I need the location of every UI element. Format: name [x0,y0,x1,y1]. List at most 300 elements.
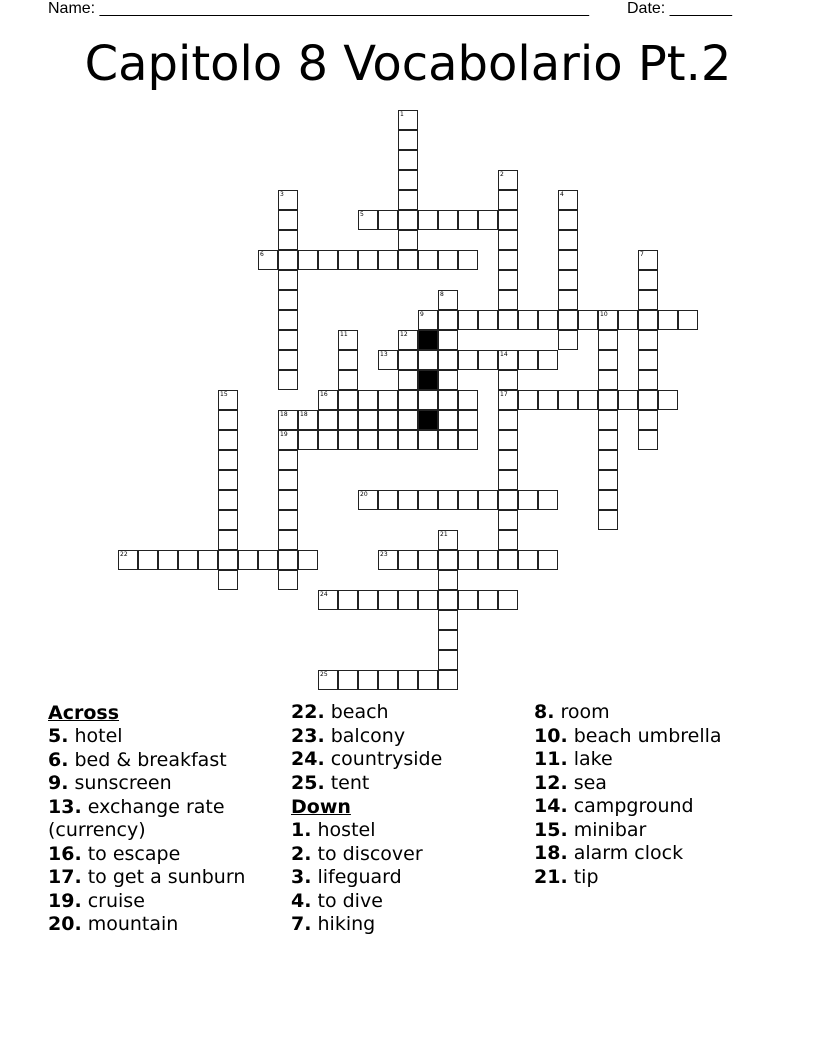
grid-cell[interactable] [618,390,638,410]
grid-cell[interactable] [218,390,238,410]
clue-item [291,701,442,725]
grid-cell[interactable] [478,210,498,230]
grid-cell[interactable] [338,410,358,430]
grid-cell[interactable] [438,570,458,590]
clue-number: 16 [320,391,328,398]
clue-text: (currency) [48,819,146,841]
grid-cell[interactable] [558,390,578,410]
clue-item [291,748,442,772]
grid-cell[interactable] [598,430,618,450]
grid-cell[interactable] [398,130,418,150]
grid-cell[interactable] [218,570,238,590]
clue-number: 12 [400,331,408,338]
clue-text: countryside [330,748,443,770]
grid-cell[interactable] [338,390,358,410]
grid-cell[interactable] [498,530,518,550]
clue-column-3 [534,701,722,889]
grid-cell[interactable] [358,670,378,690]
grid-cell[interactable] [358,250,378,270]
clue-number: 10 [600,311,608,318]
grid-cell[interactable] [538,550,558,570]
grid-cell[interactable] [338,590,358,610]
clue-number: 21 [440,531,448,538]
grid-cell[interactable] [438,410,458,430]
grid-cell[interactable] [318,390,338,410]
grid-cell[interactable] [498,270,518,290]
grid-cell[interactable] [318,670,338,690]
grid-cell[interactable] [318,590,338,610]
clue-item [534,701,722,725]
grid-cell[interactable] [418,390,438,410]
clue-item [291,819,442,843]
grid-cell[interactable] [138,550,158,570]
grid-cell[interactable] [178,550,198,570]
grid-cell[interactable] [598,470,618,490]
grid-cell[interactable] [438,670,458,690]
grid-cell[interactable] [398,390,418,410]
clue-item [534,866,722,890]
grid-cell[interactable] [278,190,298,210]
grid-cell[interactable] [498,210,518,230]
grid-cell[interactable] [558,310,578,330]
grid-cell[interactable] [578,310,598,330]
grid-cell[interactable] [558,290,578,310]
grid-cell[interactable] [638,310,658,330]
clue-number-label: 13. [48,795,82,818]
grid-cell[interactable] [498,470,518,490]
grid-cell[interactable] [638,430,658,450]
clue-number: 1 [400,111,404,118]
grid-cell[interactable] [518,390,538,410]
grid-cell[interactable] [638,410,658,430]
grid-cell[interactable] [478,550,498,570]
grid-cell[interactable] [518,310,538,330]
grid-cell[interactable] [358,390,378,410]
clue-number-label: 10. [534,724,568,747]
across-heading: Across [48,702,120,724]
clue-text: room [560,701,610,723]
grid-cell[interactable] [318,410,338,430]
clue-text: to escape [87,842,181,865]
grid-cell[interactable] [278,250,298,270]
clue-number-label: 22. [291,701,325,723]
grid-cell[interactable] [338,250,358,270]
grid-cell[interactable] [378,670,398,690]
down-heading: Down [291,796,351,818]
grid-cell[interactable] [338,330,358,350]
grid-cell[interactable] [398,430,418,450]
grid-cell[interactable] [498,450,518,470]
grid-cell[interactable] [618,310,638,330]
grid-cell[interactable] [378,390,398,410]
clue-number: 25 [320,671,328,678]
grid-cell[interactable] [558,330,578,350]
grid-cell[interactable] [538,350,558,370]
grid-cell[interactable] [338,350,358,370]
grid-cell[interactable] [498,510,518,530]
grid-cell[interactable] [118,550,138,570]
grid-cell[interactable] [278,510,298,530]
grid-cell[interactable] [558,270,578,290]
grid-cell[interactable] [418,670,438,690]
grid-cell[interactable] [518,550,538,570]
clue-number-label: 6. [48,748,69,771]
clue-text: hotel [74,725,123,747]
clue-number: 23 [380,551,388,558]
grid-cell[interactable] [598,490,618,510]
clue-number-label: 2. [291,842,312,865]
grid-cell[interactable] [278,450,298,470]
grid-cell[interactable] [458,210,478,230]
grid-cell[interactable] [218,510,238,530]
clue-text: mountain [87,913,179,935]
grid-cell[interactable] [498,550,518,570]
grid-cell[interactable] [218,550,238,570]
grid-cell[interactable] [558,230,578,250]
grid-cell[interactable] [498,230,518,250]
grid-cell[interactable] [378,430,398,450]
grid-cell[interactable] [598,350,618,370]
grid-cell[interactable] [398,410,418,430]
grid-cell[interactable] [638,290,658,310]
grid-cell[interactable] [418,590,438,610]
clue-number: 19 [280,431,288,438]
grid-cell[interactable] [418,430,438,450]
clue-number-label: 3. [291,866,312,888]
grid-cell[interactable] [458,390,478,410]
grid-cell[interactable] [638,370,658,390]
grid-cell[interactable] [398,150,418,170]
clue-number: 2 [500,171,504,178]
grid-cell[interactable] [478,490,498,510]
black-cell [418,370,438,390]
clue-text: minibar [573,818,647,841]
grid-cell[interactable] [538,390,558,410]
clue-number: 18 [300,411,308,418]
grid-cell[interactable] [458,430,478,450]
grid-cell[interactable] [398,110,418,130]
clue-item [534,819,722,843]
grid-cell[interactable] [298,410,318,430]
clue-item [48,819,245,843]
grid-cell[interactable] [458,250,478,270]
clue-item [534,842,722,866]
clue-text: hostel [317,819,376,841]
grid-cell[interactable] [638,350,658,370]
grid-cell[interactable] [638,330,658,350]
grid-cell[interactable] [218,410,238,430]
clue-number: 13 [380,351,388,358]
clue-item [534,795,722,819]
grid-cell[interactable] [278,430,298,450]
grid-cell[interactable] [358,430,378,450]
grid-cell[interactable] [458,490,478,510]
grid-cell[interactable] [318,430,338,450]
grid-cell[interactable] [478,590,498,610]
grid-cell[interactable] [578,390,598,410]
clue-number-label: 24. [291,748,325,770]
grid-cell[interactable] [598,510,618,530]
grid-cell[interactable] [638,270,658,290]
clue-item [48,843,245,867]
grid-cell[interactable] [598,330,618,350]
grid-cell[interactable] [338,370,358,390]
clue-number-label: 4. [291,889,312,912]
grid-cell[interactable] [338,670,358,690]
grid-cell[interactable] [218,450,238,470]
clue-number-label: 21. [534,865,568,888]
clue-number: 8 [440,291,444,298]
grid-cell[interactable] [278,290,298,310]
grid-cell[interactable] [358,590,378,610]
grid-cell[interactable] [298,550,318,570]
clue-number: 24 [320,591,328,598]
grid-cell[interactable] [398,330,418,350]
clue-number-label: 16. [48,842,82,865]
grid-cell[interactable] [638,390,658,410]
clue-number-label: 7. [291,913,312,935]
grid-cell[interactable] [198,550,218,570]
grid-cell[interactable] [458,590,478,610]
clue-number: 17 [500,391,508,398]
clue-number-label: 20. [48,913,82,935]
grid-cell[interactable] [318,250,338,270]
grid-cell[interactable] [398,250,418,270]
grid-cell[interactable] [598,410,618,430]
grid-cell[interactable] [438,310,458,330]
grid-cell[interactable] [598,310,618,330]
clue-column-1 [48,701,245,937]
grid-cell[interactable] [278,370,298,390]
grid-cell[interactable] [398,490,418,510]
black-cell [418,410,438,430]
grid-cell[interactable] [498,250,518,270]
clue-number-label: 19. [48,889,82,912]
grid-cell[interactable] [378,490,398,510]
grid-cell[interactable] [218,470,238,490]
grid-cell[interactable] [438,530,458,550]
grid-cell[interactable] [498,170,518,190]
clue-number: 11 [340,331,348,338]
grid-cell[interactable] [258,250,278,270]
clue-text: balcony [330,724,406,747]
clue-number: 15 [220,391,228,398]
grid-cell[interactable] [638,250,658,270]
grid-cell[interactable] [558,210,578,230]
clue-number: 6 [260,251,264,258]
grid-cell[interactable] [438,430,458,450]
clue-text: alarm clock [573,842,684,864]
grid-cell[interactable] [498,370,518,390]
grid-cell[interactable] [598,390,618,410]
grid-cell[interactable] [498,190,518,210]
grid-cell[interactable] [598,370,618,390]
clue-item [48,796,245,820]
clue-text: beach [330,701,389,723]
grid-cell[interactable] [418,250,438,270]
grid-cell[interactable] [418,210,438,230]
grid-cell[interactable] [498,410,518,430]
clue-number: 20 [360,491,368,498]
grid-cell[interactable] [418,490,438,510]
grid-cell[interactable] [278,330,298,350]
grid-cell[interactable] [278,210,298,230]
clue-number-label: 5. [48,725,69,747]
grid-cell[interactable] [498,290,518,310]
grid-cell[interactable] [458,550,478,570]
grid-cell[interactable] [278,470,298,490]
grid-cell[interactable] [438,290,458,310]
grid-cell[interactable] [598,450,618,470]
grid-cell[interactable] [538,490,558,510]
clue-number: 22 [120,551,128,558]
date-field-label[interactable]: Date: _______ [627,0,732,17]
grid-cell[interactable] [438,330,458,350]
grid-cell[interactable] [478,350,498,370]
grid-cell[interactable] [338,430,358,450]
clue-item [291,843,442,867]
grid-cell[interactable] [278,410,298,430]
grid-cell[interactable] [358,410,378,430]
grid-cell[interactable] [398,350,418,370]
clue-number-label: 25. [291,771,325,794]
grid-cell[interactable] [658,390,678,410]
grid-cell[interactable] [398,190,418,210]
clue-item [534,748,722,772]
grid-cell[interactable] [418,350,438,370]
grid-cell[interactable] [458,350,478,370]
grid-cell[interactable] [378,350,398,370]
grid-cell[interactable] [418,310,438,330]
clue-number-label: 23. [291,724,325,747]
grid-cell[interactable] [378,210,398,230]
grid-cell[interactable] [378,550,398,570]
clue-text: sea [573,771,607,794]
grid-cell[interactable] [278,570,298,590]
grid-cell[interactable] [678,310,698,330]
clue-number-label: 8. [534,701,555,723]
clue-item [291,866,442,890]
clue-text: to get a sunburn [87,866,246,888]
grid-cell[interactable] [158,550,178,570]
grid-cell[interactable] [438,550,458,570]
clue-item [48,866,245,890]
grid-cell[interactable] [398,670,418,690]
grid-cell[interactable] [278,230,298,250]
grid-cell[interactable] [418,550,438,570]
grid-cell[interactable] [218,530,238,550]
clue-text: campground [573,795,694,817]
grid-cell[interactable] [278,310,298,330]
page-title: Capitolo 8 Vocabolario Pt.2 [84,36,732,92]
grid-cell[interactable] [278,490,298,510]
clue-number-label: 9. [48,772,69,794]
clue-text: tent [330,771,370,794]
grid-cell[interactable] [518,350,538,370]
grid-cell[interactable] [278,550,298,570]
clue-number-label: 12. [534,771,568,794]
clue-item [291,772,442,796]
grid-cell[interactable] [278,530,298,550]
grid-cell[interactable] [558,190,578,210]
clue-text: to discover [317,842,423,865]
clue-item [534,725,722,749]
grid-cell[interactable] [438,210,458,230]
grid-cell[interactable] [398,210,418,230]
clue-text: lake [573,748,613,770]
grid-cell[interactable] [498,390,518,410]
grid-cell[interactable] [398,370,418,390]
grid-cell[interactable] [218,430,238,450]
clue-number-label: 17. [48,866,82,888]
name-field-label[interactable]: Name: _______________________________________________________ [48,0,589,17]
grid-cell[interactable] [438,610,458,630]
grid-cell[interactable] [358,210,378,230]
grid-cell[interactable] [438,370,458,390]
grid-cell[interactable] [278,270,298,290]
grid-cell[interactable] [238,550,258,570]
grid-cell[interactable] [378,410,398,430]
clue-column-2 [291,701,442,937]
clue-item [48,772,245,796]
grid-cell[interactable] [438,630,458,650]
grid-cell[interactable] [658,310,678,330]
clue-item [291,890,442,914]
grid-cell[interactable] [438,350,458,370]
grid-cell[interactable] [458,310,478,330]
grid-cell[interactable] [498,310,518,330]
grid-cell[interactable] [398,550,418,570]
clue-number-label: 14. [534,795,568,817]
clue-item [48,913,245,937]
grid-cell[interactable] [218,490,238,510]
grid-cell[interactable] [438,390,458,410]
grid-cell[interactable] [518,490,538,510]
grid-cell[interactable] [398,590,418,610]
grid-cell[interactable] [498,490,518,510]
black-cell [418,330,438,350]
grid-cell[interactable] [378,590,398,610]
grid-cell[interactable] [438,650,458,670]
grid-cell[interactable] [358,490,378,510]
grid-cell[interactable] [478,310,498,330]
grid-cell[interactable] [538,310,558,330]
clue-text: bed & breakfast [74,748,227,771]
grid-cell[interactable] [498,590,518,610]
grid-cell[interactable] [438,590,458,610]
clue-item [48,725,245,749]
clue-number: 7 [640,251,644,258]
grid-cell[interactable] [398,170,418,190]
grid-cell[interactable] [298,430,318,450]
grid-cell[interactable] [258,550,278,570]
clue-number: 4 [560,191,564,198]
grid-cell[interactable] [438,490,458,510]
grid-cell[interactable] [498,350,518,370]
grid-cell[interactable] [458,410,478,430]
grid-cell[interactable] [278,350,298,370]
clue-text: lifeguard [317,866,402,888]
clue-number-label: 18. [534,842,568,864]
clue-number: 5 [360,211,364,218]
grid-cell[interactable] [398,230,418,250]
grid-cell[interactable] [558,250,578,270]
grid-cell[interactable] [378,250,398,270]
grid-cell[interactable] [298,250,318,270]
grid-cell[interactable] [438,250,458,270]
clue-item [291,913,442,937]
grid-cell[interactable] [498,430,518,450]
